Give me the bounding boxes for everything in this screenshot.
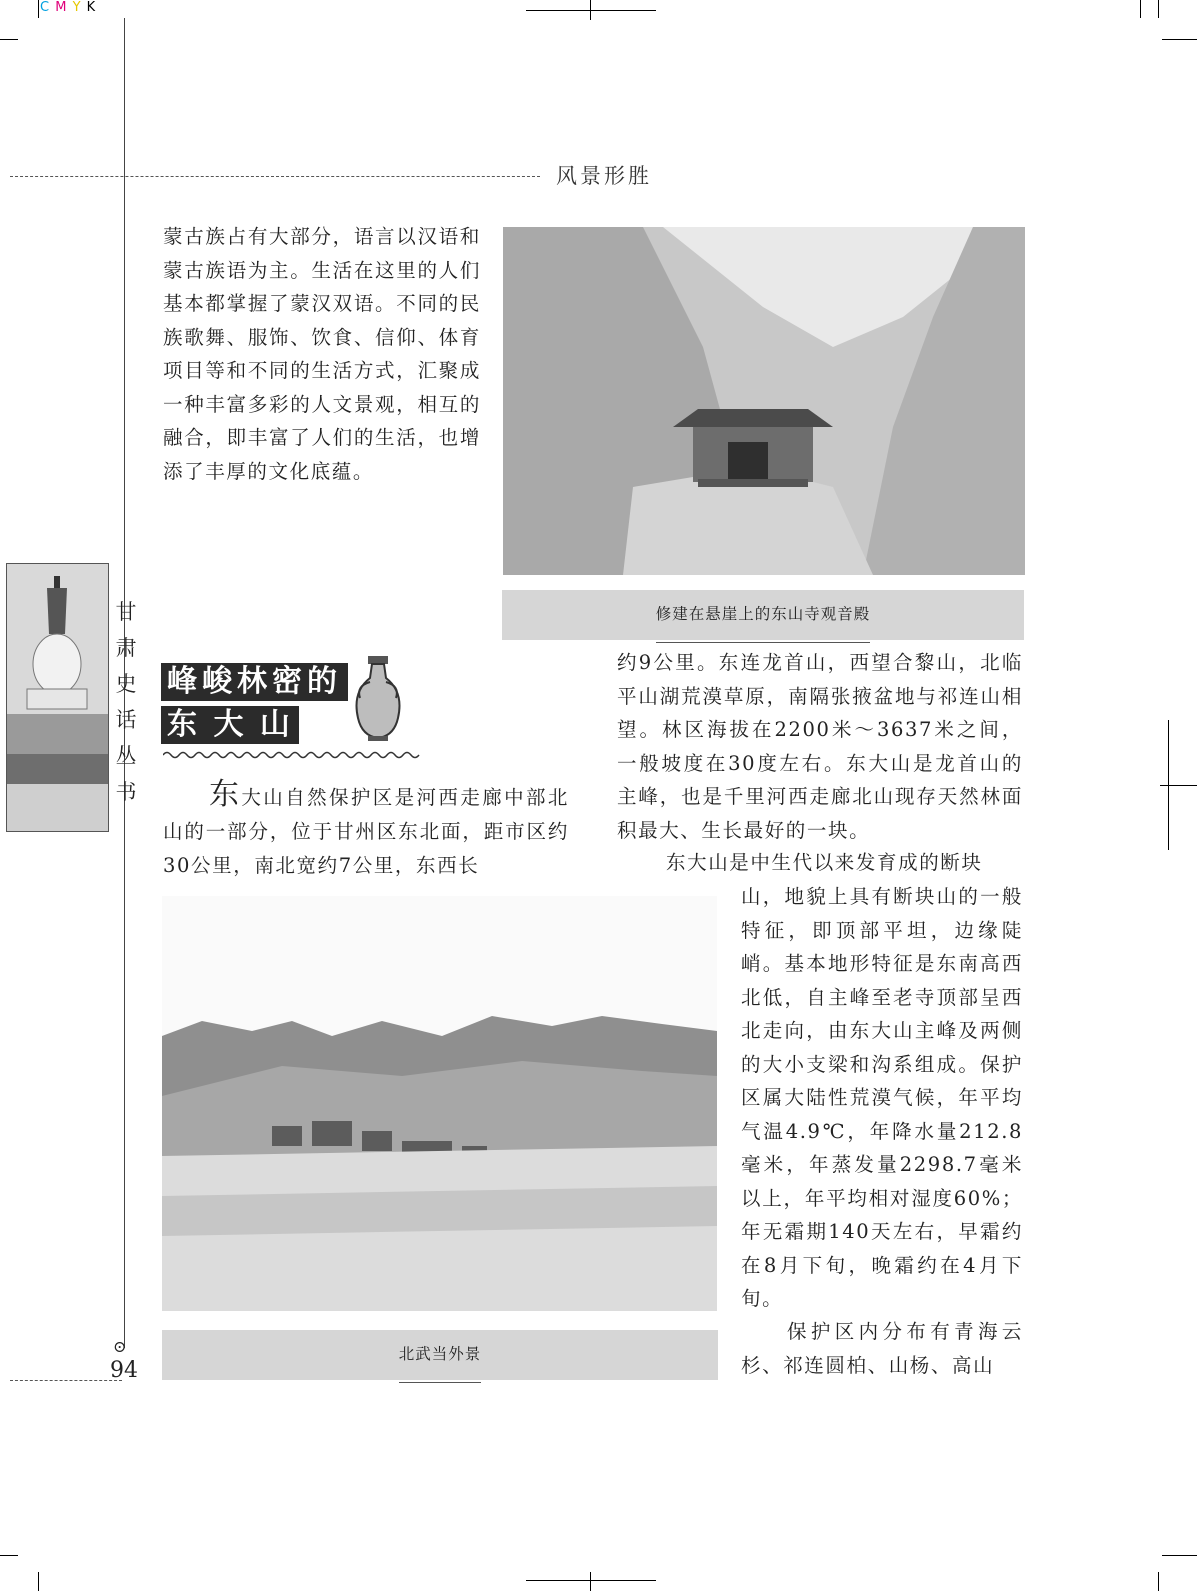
series-char: 甘: [115, 600, 137, 624]
top-paragraph: 蒙古族占有大部分，语言以汉语和蒙古族语为主。生活在这里的人们基本都掌握了蒙汉双语。不同的民族歌舞、服饰、饮食、信仰、体育项目等和不同的生活方式，汇聚成一种丰富多彩的人文景观，相互的融合，即丰富了人们的生活，也增添了丰厚的文化底蕴。: [163, 225, 481, 483]
cyan-mark: C: [40, 0, 51, 15]
caption-bottom-text: 北武当外景: [399, 1330, 482, 1383]
crop-mark: [1162, 39, 1197, 40]
series-char: 史: [115, 672, 137, 696]
crop-mark: [38, 0, 39, 18]
section-title: 风景形胜: [556, 164, 652, 188]
sidebar-stupa-picture: [6, 563, 109, 832]
caption-bottom: [162, 1330, 718, 1380]
crop-mark: [1162, 1555, 1197, 1556]
crop-mark: [38, 1572, 39, 1591]
cliff-temple-illustration: [503, 227, 1025, 575]
page-marker-icon: ⊙: [113, 1337, 127, 1356]
article-paragraph-2-first-line: 东大山是中生代以来发育成的断块: [666, 851, 983, 874]
crop-mark: [1158, 1572, 1159, 1591]
vase-icon: [348, 652, 408, 748]
article-paragraph-1-right: 约9公里。东连龙首山，西望合黎山，北临平山湖荒漠草原，南隔张掖盆地与祁连山相望。林区海拔在2200米～3637米之间，一般坡度在30度左右。东大山是龙首山的主峰，也是千里河西走廊北山现存天然林面积最大、生长最好的一块。: [617, 651, 1023, 842]
cmyk-print-marks: [40, 0, 96, 15]
series-char: 肃: [115, 636, 137, 660]
article-paragraph-1-left: [163, 778, 569, 883]
black-mark: K: [86, 0, 97, 15]
drop-cap: 东: [209, 777, 242, 812]
crop-mark: [0, 1555, 18, 1556]
magenta-mark: M: [55, 0, 68, 15]
series-char: 话: [115, 708, 137, 732]
article-p1-left-text: 大山自然保护区是河西走廊中部北山的一部分，位于甘州区东北面，距市区约30公里，南北宽约7公里，东西长: [163, 786, 569, 877]
header-rule: [10, 176, 540, 177]
caption-top: [502, 590, 1024, 640]
page-number: 94: [110, 1358, 138, 1383]
caption-top-text: 修建在悬崖上的东山寺观音殿: [656, 590, 871, 643]
crop-mark: [1160, 785, 1197, 786]
heading-line-1: 峰峻林密的: [161, 663, 348, 701]
crop-mark: [0, 39, 18, 40]
crop-mark: [1140, 0, 1141, 18]
crop-mark: [1158, 0, 1159, 18]
article-paragraph-2: 山，地貌上具有断块山的一般特征，即顶部平坦，边缘陡峭。基本地形特征是东南高西北低，自主峰至老寺顶部呈西北走向，由东大山主峰及两侧的大小支梁和沟系组成。保护区属大陆性荒漠气候，年平均气温4.9℃，年降水量212.8毫米，年蒸发量2298.7毫米以上，年平均相对湿度60%；年无霜期140天左右，早霜约在8月下旬，晚霜约在4月下旬。: [741, 885, 1023, 1310]
series-char: 书: [115, 780, 137, 804]
crop-mark: [590, 1572, 591, 1591]
article-paragraph-3: 保护区内分布有青海云杉、祁连圆柏、山杨、高山: [741, 1320, 1023, 1377]
heading-wave-rule: [163, 746, 421, 765]
footer-rule: [10, 1380, 122, 1381]
series-title: [113, 594, 139, 810]
photo-beiwudang: [162, 896, 717, 1311]
series-char: 丛: [115, 744, 137, 768]
crop-mark: [526, 10, 656, 11]
photo-cliff-temple: [503, 227, 1025, 575]
beiwudang-illustration: [162, 896, 717, 1311]
stupa-illustration: [7, 564, 108, 831]
crop-mark: [590, 0, 591, 20]
heading-line-2: 东 大 山: [161, 706, 299, 744]
yellow-mark: Y: [72, 0, 82, 15]
crop-mark: [526, 1580, 656, 1581]
